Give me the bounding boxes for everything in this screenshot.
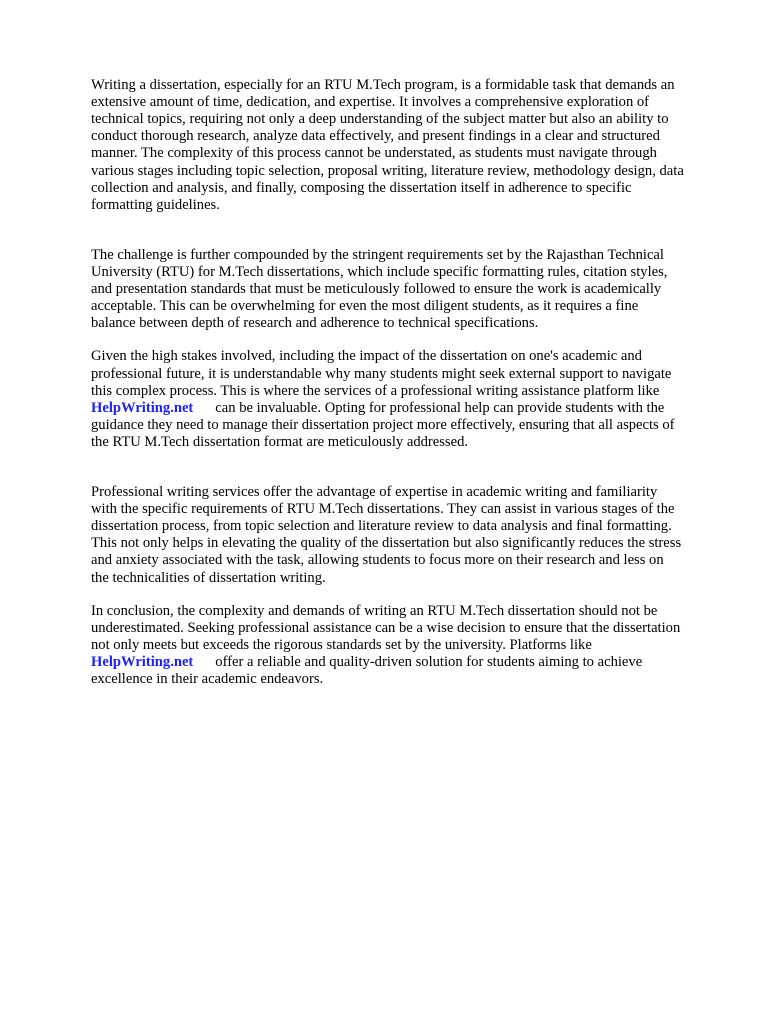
paragraph-text: Given the high stakes involved, including the impact of the dissertation on one's academic and professional future, it is understandable why many students might seek external support to navigate this complex process. This is where the services of a professional writing assistance platform like bbox=[91, 348, 672, 399]
paragraph-conclusion bbox=[91, 603, 731, 688]
paragraph-text: In conclusion, the complexity and demands of writing an RTU M.Tech dissertation should not be underestimated. Seeking professional assistance can be a wise decision to ensure that the dissertation not only meets but exceeds the rigorous standards set by the university. Platforms like bbox=[91, 602, 681, 653]
paragraph-text: The challenge is further compounded by the stringent requirements set by the Rajasthan Technical University (RTU) for M.Tech dissertations, which include specific formatting rules, citation styles, and presentation standards that must be meticulously followed to ensure the work is academically acceptable. This can be overwhelming for even the most diligent students, as it requires a fine balance between depth of research and adherence to technical specifications. bbox=[91, 246, 668, 332]
paragraph-stakes bbox=[91, 348, 731, 451]
paragraph-intro bbox=[91, 60, 731, 214]
paragraph-text: can be invaluable. Opting for professional help can provide students with the guidance they need to manage their dissertation project more effectively, ensuring that all aspects of the RTU M.Tech dissertation format are meticulously addressed. bbox=[91, 399, 675, 450]
paragraph-text: Writing a dissertation, especially for an RTU M.Tech program, is a formidable task that demands an extensive amount of time, dedication, and expertise. It involves a comprehensive exploration of technical topics, requiring not only a deep understanding of the subject matter but also an ability to conduct thorough research, analyze data effectively, and present findings in a clear and structured manner. The complexity of this process cannot be understated, as students must navigate through various stages including topic selection, proposal writing, literature review, methodology design, data collection and analysis, and finally, composing the dissertation itself in adherence to specific formatting guidelines. bbox=[91, 77, 684, 213]
paragraph-text: Professional writing services offer the advantage of expertise in academic writing and familiarity with the specific requirements of RTU M.Tech dissertations. They can assist in various stages of the dissertation process, from topic selection and literature review to data analysis and final formatting. This not only helps in elevating the quality of the dissertation but also significantly reduces the stress and anxiety associated with the task, allowing students to focus more on their research and less on the technicalities of dissertation writing. bbox=[91, 484, 682, 586]
paragraph-services bbox=[91, 467, 731, 587]
paragraph-challenge bbox=[91, 230, 731, 333]
helpwriting-link[interactable]: HelpWriting.net bbox=[91, 399, 194, 416]
paragraph-text: offer a reliable and quality-driven solution for students aiming to achieve excellence in their academic endeavors. bbox=[91, 653, 643, 687]
document-page bbox=[91, 60, 731, 704]
helpwriting-link[interactable]: HelpWriting.net bbox=[91, 653, 194, 670]
